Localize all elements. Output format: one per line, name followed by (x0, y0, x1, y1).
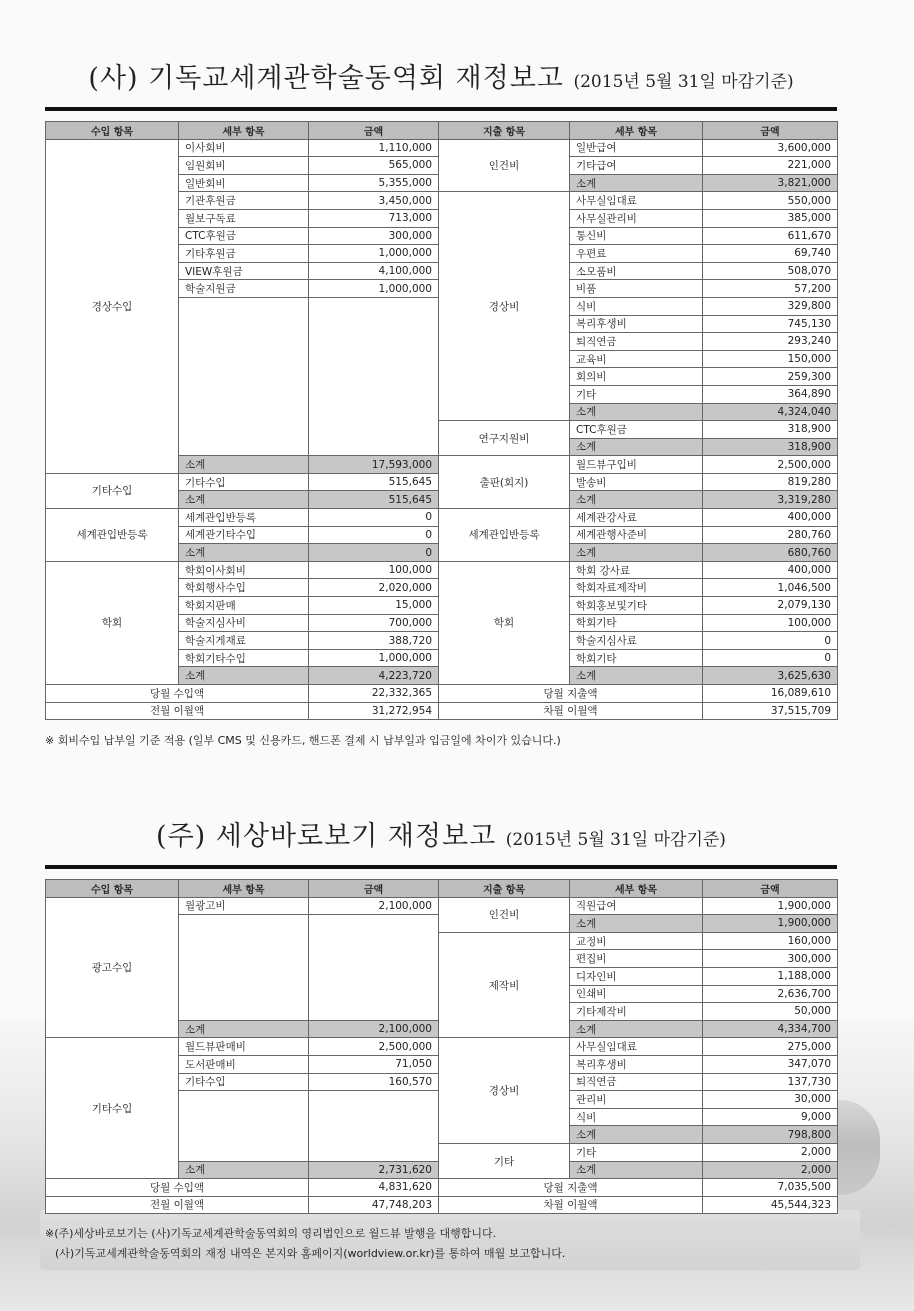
expense-amount: 280,760 (703, 526, 838, 544)
expense-item: 교육비 (570, 350, 703, 368)
expense-item: 식비 (570, 297, 703, 315)
header-expense-item: 세부 항목 (570, 880, 703, 898)
income-amount: 3,450,000 (309, 192, 439, 210)
expense-category: 연구지원비 (439, 421, 570, 456)
expense-category: 출판(회지) (439, 456, 570, 509)
expense-category: 기타 (439, 1143, 570, 1178)
income-category: 학회 (46, 561, 179, 684)
expense-item: 월드뷰구입비 (570, 456, 703, 474)
table-row (46, 509, 838, 527)
expense-subtotal-amount: 3,625,630 (703, 667, 838, 685)
header-income-item: 세부 항목 (179, 880, 309, 898)
expense-category: 제작비 (439, 932, 570, 1038)
total-label: 당월 지출액 (439, 685, 703, 703)
report2-note-line: ※(주)세상바로보기는 (사)기독교세계관학술동역회의 영리법인으로 월드뷰 발행을 대행합니다. (45, 1227, 497, 1241)
expense-item: 학회자료제작비 (570, 579, 703, 597)
income-amount: 565,000 (309, 157, 439, 175)
expense-amount: 329,800 (703, 297, 838, 315)
income-item: 월보구독료 (179, 209, 309, 227)
expense-subtotal-label: 소계 (570, 1020, 703, 1038)
expense-category: 경상비 (439, 192, 570, 421)
expense-subtotal-amount: 3,319,280 (703, 491, 838, 509)
expense-amount: 30,000 (703, 1091, 838, 1109)
report2-title (45, 814, 837, 853)
income-item: 임원회비 (179, 157, 309, 175)
expense-amount: 57,200 (703, 280, 838, 298)
expense-amount: 300,000 (703, 950, 838, 968)
income-empty-cell (179, 1091, 309, 1161)
income-amount: 0 (309, 526, 439, 544)
income-empty-cell (309, 297, 439, 455)
expense-amount: 2,000 (703, 1143, 838, 1161)
expense-subtotal-amount: 680,760 (703, 544, 838, 562)
expense-subtotal-label: 소계 (570, 403, 703, 421)
report2-subtitle: (2015년 5월 31일 마감기준) (505, 830, 726, 850)
total-row (46, 702, 838, 720)
expense-amount: 2,636,700 (703, 985, 838, 1003)
income-subtotal-amount: 2,731,620 (309, 1161, 439, 1179)
expense-subtotal-amount: 4,324,040 (703, 403, 838, 421)
income-amount: 1,000,000 (309, 245, 439, 263)
header-expense-item: 세부 항목 (570, 122, 703, 140)
expense-amount: 385,000 (703, 209, 838, 227)
income-subtotal-amount: 17,593,000 (309, 456, 439, 474)
total-amount: 7,035,500 (703, 1179, 838, 1197)
income-subtotal-amount: 0 (309, 544, 439, 562)
income-subtotal-amount: 515,645 (309, 491, 439, 509)
income-amount: 2,500,000 (309, 1038, 439, 1056)
income-subtotal-label: 소계 (179, 1161, 309, 1179)
expense-amount: 1,900,000 (703, 897, 838, 915)
header-expense-amount: 금액 (703, 122, 838, 140)
expense-item: 세계관행사준비 (570, 526, 703, 544)
total-label: 차월 이월액 (439, 702, 703, 720)
expense-subtotal-label: 소계 (570, 491, 703, 509)
expense-amount: 1,046,500 (703, 579, 838, 597)
expense-amount: 508,070 (703, 262, 838, 280)
income-item: 이사회비 (179, 139, 309, 157)
expense-subtotal-label: 소계 (570, 667, 703, 685)
header-income-item: 세부 항목 (179, 122, 309, 140)
expense-amount: 1,188,000 (703, 967, 838, 985)
expense-subtotal-label: 소계 (570, 544, 703, 562)
expense-subtotal-label: 소계 (570, 1161, 703, 1179)
income-item: 일반회비 (179, 174, 309, 192)
expense-amount: 347,070 (703, 1055, 838, 1073)
income-amount: 5,355,000 (309, 174, 439, 192)
expense-subtotal-amount: 3,821,000 (703, 174, 838, 192)
total-row (46, 685, 838, 703)
expense-item: 디자인비 (570, 967, 703, 985)
expense-item: CTC후원금 (570, 421, 703, 439)
income-item: 학회지판매 (179, 597, 309, 615)
income-item: 학술지심사비 (179, 614, 309, 632)
income-item: 기타수입 (179, 1073, 309, 1091)
income-category: 기타수입 (46, 473, 179, 508)
expense-amount: 50,000 (703, 1003, 838, 1021)
income-empty-cell (179, 297, 309, 455)
income-item: CTC후원금 (179, 227, 309, 245)
expense-amount: 137,730 (703, 1073, 838, 1091)
expense-item: 인쇄비 (570, 985, 703, 1003)
total-label: 당월 수입액 (46, 685, 309, 703)
report1-note: ※ 회비수입 납부일 기준 적용 (일부 CMS 및 신용카드, 핸드폰 결제 시 납부일과 입금일에 차이가 있습니다.) (45, 734, 561, 748)
expense-amount: 259,300 (703, 368, 838, 386)
expense-amount: 400,000 (703, 561, 838, 579)
report1-title (45, 56, 837, 95)
income-item: 학회행사수입 (179, 579, 309, 597)
expense-amount: 150,000 (703, 350, 838, 368)
expense-item: 편집비 (570, 950, 703, 968)
income-subtotal-amount: 4,223,720 (309, 667, 439, 685)
report1-table (45, 121, 838, 720)
expense-item: 기타제작비 (570, 1003, 703, 1021)
expense-amount: 293,240 (703, 333, 838, 351)
expense-category: 세계관입반등록 (439, 509, 570, 562)
income-item: 기타후원금 (179, 245, 309, 263)
income-category: 광고수입 (46, 897, 179, 1038)
expense-item: 통신비 (570, 227, 703, 245)
total-label: 당월 수입액 (46, 1179, 309, 1197)
header-expense-category: 지출 항목 (439, 122, 570, 140)
expense-amount: 0 (703, 649, 838, 667)
expense-item: 퇴직연금 (570, 333, 703, 351)
expense-amount: 160,000 (703, 932, 838, 950)
income-item: 학술지원금 (179, 280, 309, 298)
total-amount: 22,332,365 (309, 685, 439, 703)
expense-item: 학회 강사료 (570, 561, 703, 579)
income-amount: 713,000 (309, 209, 439, 227)
expense-amount: 745,130 (703, 315, 838, 333)
expense-item: 사무실관리비 (570, 209, 703, 227)
expense-subtotal-label: 소계 (570, 915, 703, 933)
expense-amount: 0 (703, 632, 838, 650)
income-item: 세계관입반등록 (179, 509, 309, 527)
income-amount: 1,000,000 (309, 649, 439, 667)
income-category: 경상수입 (46, 139, 179, 473)
income-item: 학회기타수입 (179, 649, 309, 667)
income-item: 세계관기타수입 (179, 526, 309, 544)
expense-amount: 364,890 (703, 385, 838, 403)
income-amount: 1,000,000 (309, 280, 439, 298)
expense-item: 사무실임대료 (570, 192, 703, 210)
expense-amount: 400,000 (703, 509, 838, 527)
total-label: 당월 지출액 (439, 1179, 703, 1197)
expense-item: 식비 (570, 1108, 703, 1126)
expense-amount: 2,079,130 (703, 597, 838, 615)
expense-item: 비품 (570, 280, 703, 298)
expense-item: 학회기타 (570, 649, 703, 667)
expense-item: 세계관강사료 (570, 509, 703, 527)
title-rule (45, 865, 837, 869)
expense-amount: 550,000 (703, 192, 838, 210)
income-subtotal-label: 소계 (179, 1020, 309, 1038)
expense-item: 우편료 (570, 245, 703, 263)
income-item: 월드뷰판매비 (179, 1038, 309, 1056)
income-item: 도서판매비 (179, 1055, 309, 1073)
income-empty-cell (179, 915, 309, 1021)
income-amount: 300,000 (309, 227, 439, 245)
expense-item: 일반급여 (570, 139, 703, 157)
income-amount: 15,000 (309, 597, 439, 615)
report2-table (45, 879, 838, 1214)
total-amount: 4,831,620 (309, 1179, 439, 1197)
income-amount: 2,020,000 (309, 579, 439, 597)
expense-item: 학회기타 (570, 614, 703, 632)
total-label: 전월 이월액 (46, 702, 309, 720)
expense-amount: 69,740 (703, 245, 838, 263)
income-subtotal-label: 소계 (179, 456, 309, 474)
income-amount: 700,000 (309, 614, 439, 632)
income-item: 학술지게재료 (179, 632, 309, 650)
expense-amount: 2,500,000 (703, 456, 838, 474)
income-item: 월광고비 (179, 897, 309, 915)
income-item: 기타수입 (179, 473, 309, 491)
expense-item: 교정비 (570, 932, 703, 950)
income-category: 기타수입 (46, 1038, 179, 1179)
income-amount: 100,000 (309, 561, 439, 579)
income-amount: 160,570 (309, 1073, 439, 1091)
total-amount: 37,515,709 (703, 702, 838, 720)
table-row (46, 139, 838, 157)
total-label: 전월 이월액 (46, 1196, 309, 1214)
income-item: VIEW후원금 (179, 262, 309, 280)
income-subtotal-label: 소계 (179, 544, 309, 562)
title-rule (45, 107, 837, 111)
table-row (46, 897, 838, 915)
table-row (46, 561, 838, 579)
income-amount: 0 (309, 509, 439, 527)
total-amount: 47,748,203 (309, 1196, 439, 1214)
expense-subtotal-label: 소계 (570, 438, 703, 456)
expense-subtotal-amount: 798,800 (703, 1126, 838, 1144)
expense-amount: 611,670 (703, 227, 838, 245)
income-item: 기관후원금 (179, 192, 309, 210)
report2-section (45, 814, 837, 1264)
expense-subtotal-amount: 2,000 (703, 1161, 838, 1179)
header-expense-amount: 금액 (703, 880, 838, 898)
expense-item: 기타 (570, 385, 703, 403)
income-amount: 71,050 (309, 1055, 439, 1073)
expense-item: 회의비 (570, 368, 703, 386)
income-amount: 388,720 (309, 632, 439, 650)
header-expense-category: 지출 항목 (439, 880, 570, 898)
expense-subtotal-amount: 4,334,700 (703, 1020, 838, 1038)
expense-item: 기타급여 (570, 157, 703, 175)
expense-amount: 3,600,000 (703, 139, 838, 157)
expense-item: 직원급여 (570, 897, 703, 915)
expense-subtotal-label: 소계 (570, 174, 703, 192)
total-row (46, 1179, 838, 1197)
expense-category: 인건비 (439, 139, 570, 192)
total-amount: 45,544,323 (703, 1196, 838, 1214)
expense-amount: 819,280 (703, 473, 838, 491)
report2-title-text: (주) 세상바로보기 재정보고 (156, 821, 497, 852)
expense-item: 복리후생비 (570, 1055, 703, 1073)
income-subtotal-label: 소계 (179, 667, 309, 685)
expense-item: 학술지심사료 (570, 632, 703, 650)
expense-category: 경상비 (439, 1038, 570, 1144)
expense-amount: 9,000 (703, 1108, 838, 1126)
income-item: 학회이사회비 (179, 561, 309, 579)
income-category: 세계관입반등록 (46, 509, 179, 562)
expense-amount: 100,000 (703, 614, 838, 632)
report2-note-line: (사)기독교세계관학술동역회의 재정 내역은 본지와 홈페이지(worldview.or.kr)를 통하여 매월 보고합니다. (55, 1247, 566, 1261)
report1-section (45, 56, 837, 748)
report2-notes (45, 1224, 837, 1264)
income-amount: 4,100,000 (309, 262, 439, 280)
expense-item: 소모품비 (570, 262, 703, 280)
header-income-category: 수입 항목 (46, 880, 179, 898)
income-amount: 1,110,000 (309, 139, 439, 157)
expense-item: 발송비 (570, 473, 703, 491)
total-amount: 31,272,954 (309, 702, 439, 720)
total-amount: 16,089,610 (703, 685, 838, 703)
expense-item: 퇴직연금 (570, 1073, 703, 1091)
expense-item: 기타 (570, 1143, 703, 1161)
expense-amount: 318,900 (703, 421, 838, 439)
income-empty-cell (309, 1091, 439, 1161)
expense-subtotal-amount: 1,900,000 (703, 915, 838, 933)
header-income-category: 수입 항목 (46, 122, 179, 140)
header-income-amount: 금액 (309, 122, 439, 140)
expense-item: 관리비 (570, 1091, 703, 1109)
total-label: 차월 이월액 (439, 1196, 703, 1214)
total-row (46, 1196, 838, 1214)
expense-item: 학회홍보및기타 (570, 597, 703, 615)
income-amount: 515,645 (309, 473, 439, 491)
expense-subtotal-amount: 318,900 (703, 438, 838, 456)
expense-subtotal-label: 소계 (570, 1126, 703, 1144)
income-subtotal-amount: 2,100,000 (309, 1020, 439, 1038)
income-amount: 2,100,000 (309, 897, 439, 915)
expense-category: 인건비 (439, 897, 570, 932)
report1-subtitle: (2015년 5월 31일 마감기준) (573, 72, 794, 92)
report1-title-text: (사) 기독교세계관학술동역회 재정보고 (88, 63, 564, 94)
expense-amount: 275,000 (703, 1038, 838, 1056)
header-income-amount: 금액 (309, 880, 439, 898)
table-row (46, 1038, 838, 1056)
income-empty-cell (309, 915, 439, 1021)
expense-item: 복리후생비 (570, 315, 703, 333)
expense-category: 학회 (439, 561, 570, 684)
expense-amount: 221,000 (703, 157, 838, 175)
expense-item: 사무실임대료 (570, 1038, 703, 1056)
income-subtotal-label: 소계 (179, 491, 309, 509)
